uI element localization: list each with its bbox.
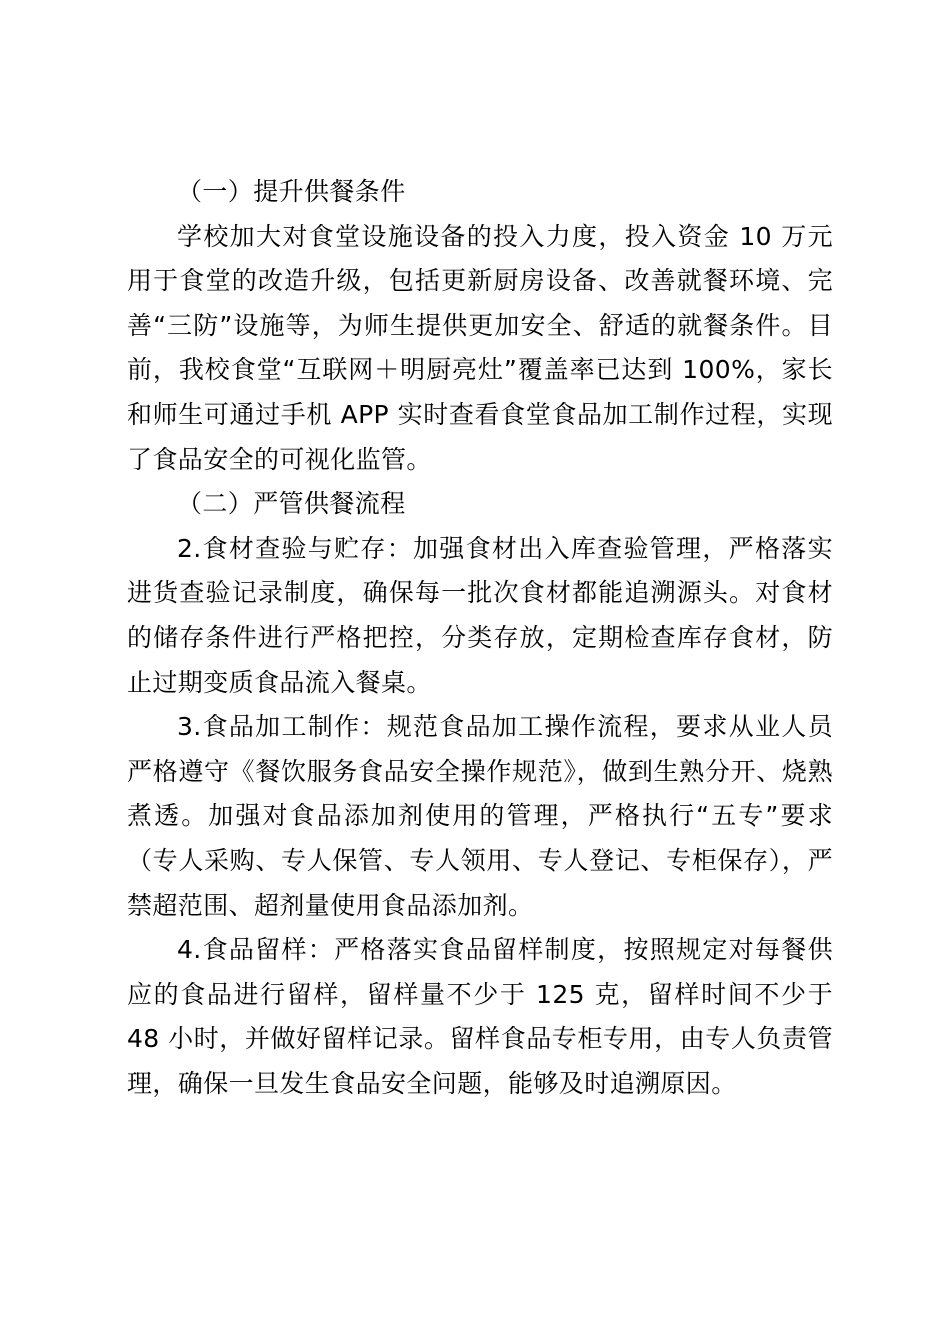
list-item-food-processing: 3.食品加工制作：规范食品加工操作流程，要求从业人员严格遵守《餐饮服务食品安全操作规范》，做到生熟分开、烧熟煮透。加强对食品添加剂使用的管理，严格执行“五专”要求（专人采购、专人保管、专人领用、专人登记、专柜保存），严禁超范围、超剂量使用食品添加剂。 [127,712,833,920]
document-body [127,170,833,1106]
section-paragraph-1: 学校加大对食堂设施设备的投入力度，投入资金 10 万元用于食堂的改造升级，包括更新厨房设备、改善就餐环境、完善“三防”设施等，为师生提供更加安全、舒适的就餐条件。目前，我校食堂“互联网＋明厨亮灶”覆盖率已达到 100%，家长和师生可通过手机 APP 实时查看食堂食品加工制作过程，实现了食品安全的可视化监管。 [127,221,833,474]
list-item-food-sampling: 4.食品留样：严格落实食品留样制度，按照规定对每餐供应的食品进行留样，留样量不少于 125 克，留样时间不少于 48 小时，并做好留样记录。留样食品专柜专用，由专人负责管理，确保一旦发生食品安全问题，能够及时追溯原因。 [127,935,833,1098]
section-heading-1: （一）提升供餐条件 [177,177,406,206]
list-item-food-inspection: 2.食材查验与贮存：加强食材出入库查验管理，严格落实进货查验记录制度，确保每一批次食材都能追溯源头。对食材的储存条件进行严格把控，分类存放，定期检查库存食材，防止过期变质食品流入餐桌。 [127,533,833,697]
section-heading-2: （二）严管供餐流程 [177,489,406,519]
